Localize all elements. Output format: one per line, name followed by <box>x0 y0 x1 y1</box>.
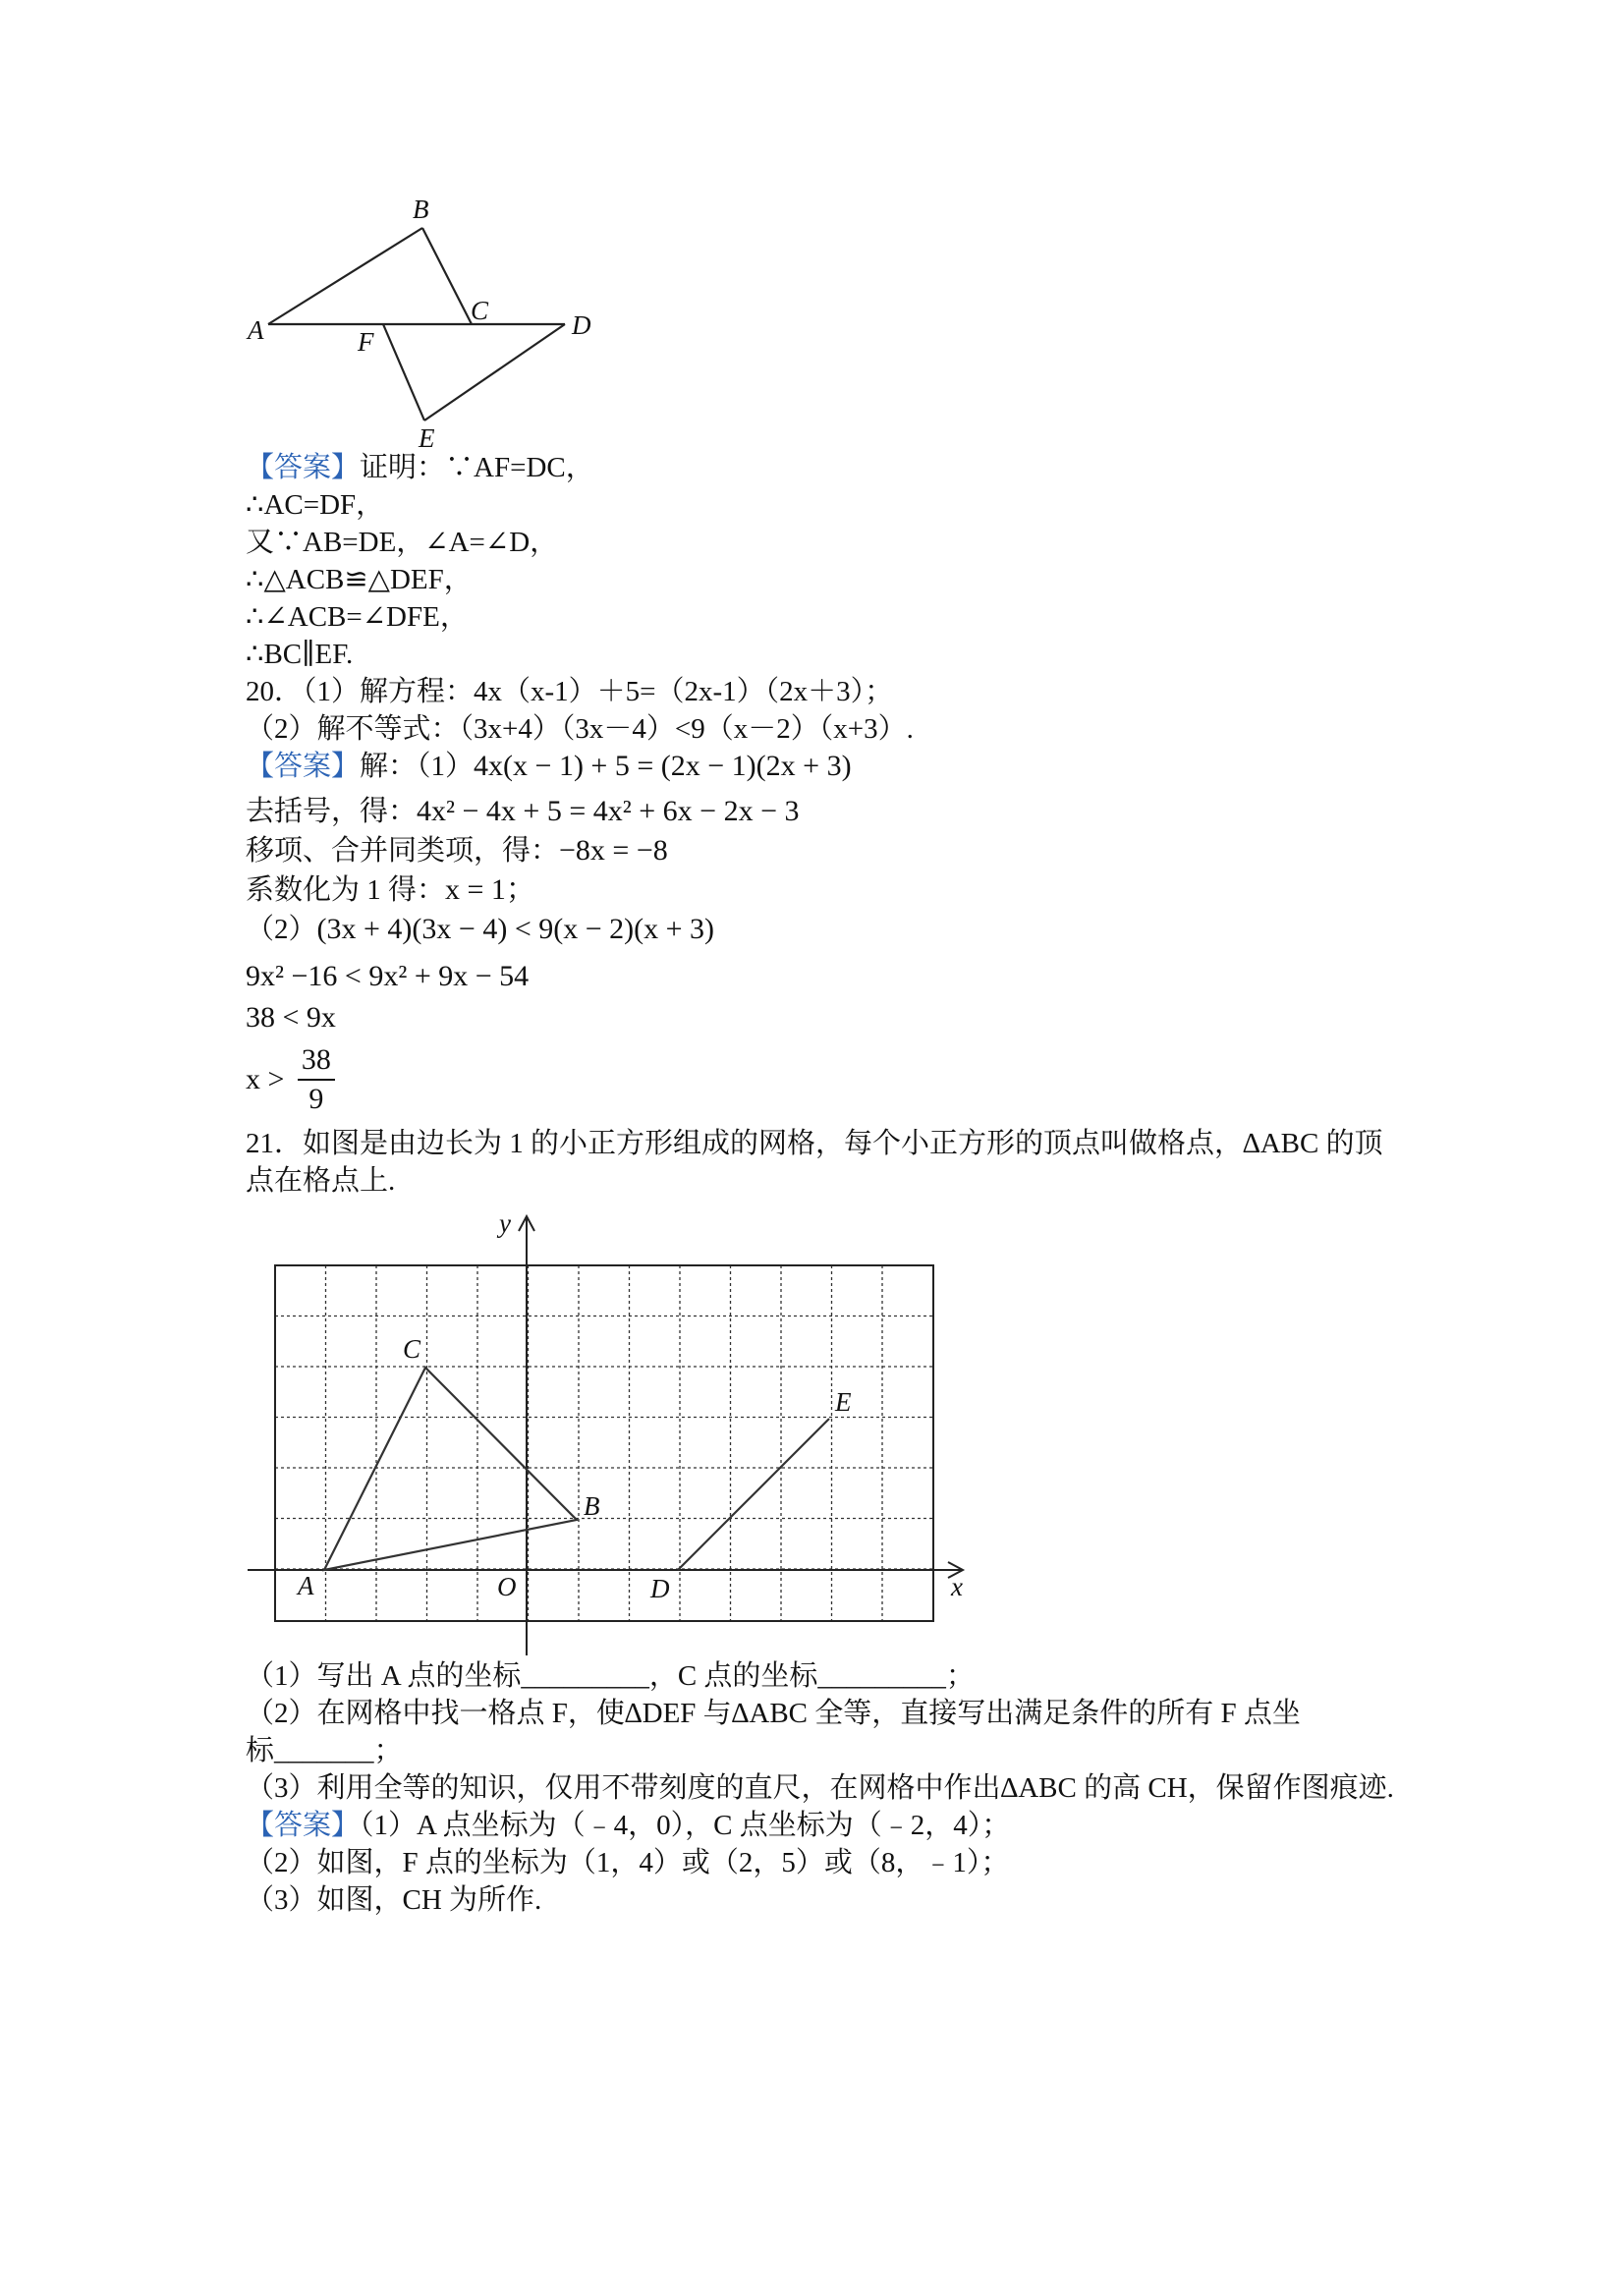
figure-grid <box>236 1204 982 1665</box>
fraction-numerator: 38 <box>298 1041 335 1081</box>
q20-answer-line <box>246 749 852 784</box>
proof-line-3: 又∵AB=DE，∠A=∠D， <box>246 527 559 558</box>
triangle-abc <box>324 1368 577 1570</box>
label-f: F <box>358 327 374 357</box>
q21-sub-2b: 标_______； <box>246 1735 403 1766</box>
segment-bc <box>422 228 472 324</box>
label-e: E <box>835 1387 852 1417</box>
q20-line-2: （2）解不等式：（3x+4）（3x－4）<9（x－2）（x+3）. <box>246 713 914 745</box>
part-label: （2） <box>246 914 317 945</box>
label-b: B <box>584 1491 600 1521</box>
grid-border <box>275 1265 933 1621</box>
equation-8-lhs: x > <box>246 1063 285 1095</box>
answer-prefix: 解：（1） <box>360 751 475 782</box>
q20-step-3 <box>246 833 668 868</box>
q21-answer-2: （2）如图，F 点的坐标为（1，4）或（2，5）或（8，﹣1）； <box>246 1847 1010 1878</box>
q21-line-1: 21．如图是由边长为 1 的小正方形组成的网格，每个小正方形的顶点叫做格点，∆ABC 的顶 <box>246 1128 1383 1159</box>
equation-6: 9x² −16 < 9x² + 9x − 54 <box>246 960 530 992</box>
proof-line-2: ∴AC=DF， <box>246 489 385 521</box>
proof-line-4: ∴△ACB≌△DEF， <box>246 564 473 595</box>
label-a: A <box>248 315 264 345</box>
step-label: 去括号，得： <box>246 796 418 827</box>
answer-tag: 【答案】 <box>246 751 361 782</box>
segment-de <box>678 1419 829 1570</box>
segment-ed <box>424 324 565 420</box>
equation-1: 4x(x − 1) + 5 = (2x − 1)(2x + 3) <box>474 750 852 782</box>
fraction <box>298 1041 335 1118</box>
equation-7: 38 < 9x <box>246 1001 336 1034</box>
step-label: 系数化为 1 得： <box>246 874 446 906</box>
answer-tag: 【答案】 <box>246 452 361 483</box>
equation-5: (3x + 4)(3x − 4) < 9(x − 2)(x + 3) <box>316 913 715 945</box>
q20-part-2 <box>246 912 714 947</box>
q20-step-2 <box>246 794 800 829</box>
proof-line-1 <box>246 450 594 485</box>
fraction-denominator: 9 <box>308 1083 324 1115</box>
answer-tag: 【答案】 <box>246 1810 361 1841</box>
equation-4: x = 1； <box>445 873 535 906</box>
equation-3: −8x = −8 <box>559 834 668 867</box>
q21-answer-3: （3）如图，CH 为所作. <box>246 1884 542 1916</box>
figure-triangles <box>241 187 614 462</box>
segment-ab <box>268 228 422 324</box>
equation-2: 4x² − 4x + 5 = 4x² + 6x − 2x − 3 <box>417 795 800 827</box>
q21-sub-2a: （2）在网格中找一格点 F，使∆DEF 与∆ABC 全等，直接写出满足条件的所有 F 点坐 <box>246 1698 1301 1729</box>
label-a: A <box>298 1571 314 1600</box>
label-c: C <box>403 1334 421 1364</box>
q21-answer-1 <box>246 1808 1010 1843</box>
label-c: C <box>471 296 489 325</box>
origin-label: O <box>497 1572 517 1601</box>
q20-line-1: 20．（1）解方程：4x（x-1）＋5=（2x-1）（2x＋3）； <box>246 676 894 707</box>
label-d: D <box>650 1574 670 1603</box>
answer-text: （1）A 点坐标为（﹣4，0），C 点坐标为（﹣2，4）； <box>360 1810 1011 1841</box>
equation-8 <box>246 1041 335 1118</box>
q21-sub-3: （3）利用全等的知识，仅用不带刻度的直尺，在网格中作出∆ABC 的高 CH，保留作图痕迹. <box>246 1772 1394 1804</box>
label-e: E <box>419 423 435 453</box>
segment-fe <box>383 324 424 420</box>
q21-sub-1: （1）写出 A 点的坐标_________，C 点的坐标_________； <box>246 1660 975 1692</box>
step-label: 移项、合并同类项，得： <box>246 835 560 867</box>
label-b: B <box>413 195 429 224</box>
proof-line-6: ∴BC∥EF. <box>246 639 354 670</box>
y-axis-label: y <box>499 1208 511 1238</box>
proof-text: 证明：∵AF=DC， <box>360 452 594 483</box>
proof-line-5: ∴∠ACB=∠DFE， <box>246 601 469 633</box>
q20-step-4 <box>246 872 535 908</box>
x-axis-label: x <box>951 1572 963 1601</box>
q21-line-2: 点在格点上. <box>246 1165 396 1197</box>
grid-lines <box>275 1265 933 1621</box>
label-d: D <box>572 310 591 340</box>
